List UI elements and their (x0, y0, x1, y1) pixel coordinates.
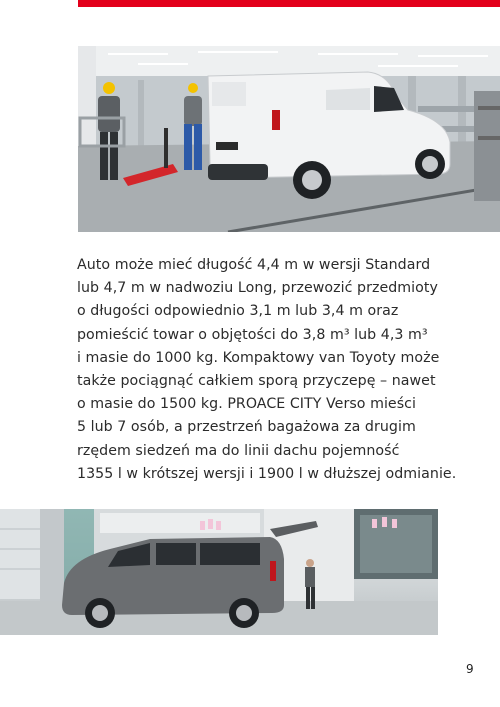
body-line: o długości odpowiednio 3,1 m lub 3,4 m oraz (77, 303, 399, 320)
body-line: 5 lub 7 osób, a przestrzeń bagażowa za drugim (77, 419, 416, 436)
body-line: Auto może mieć długość 4,4 m w wersji Standard (77, 257, 431, 273)
body-paragraph (77, 254, 457, 486)
body-line: i masie do 1000 kg. Kompaktowy van Toyoty może (77, 349, 440, 366)
body-line: 1355 l w krótszej wersji i 1900 l w dłuższej odmianie. (77, 465, 457, 482)
body-line: także pociągnąć całkiem sporą przyczepę – nawet (77, 373, 436, 390)
body-line: lub 4,7 m w nadwoziu Long, przewozić przedmioty (77, 280, 438, 297)
body-line: pomieścić towar o objętości do 3,8 m³ lub 4,3 m³ (77, 326, 428, 343)
accent-bar (78, 0, 500, 7)
warehouse-van-photo (78, 46, 500, 232)
body-line: o masie do 1500 kg. PROACE CITY Verso mieści (77, 396, 416, 413)
cafe-van-photo (0, 509, 438, 635)
page-number: 9 (466, 662, 474, 676)
body-line: rzędem siedzeń ma do linii dachu pojemność (77, 442, 400, 459)
